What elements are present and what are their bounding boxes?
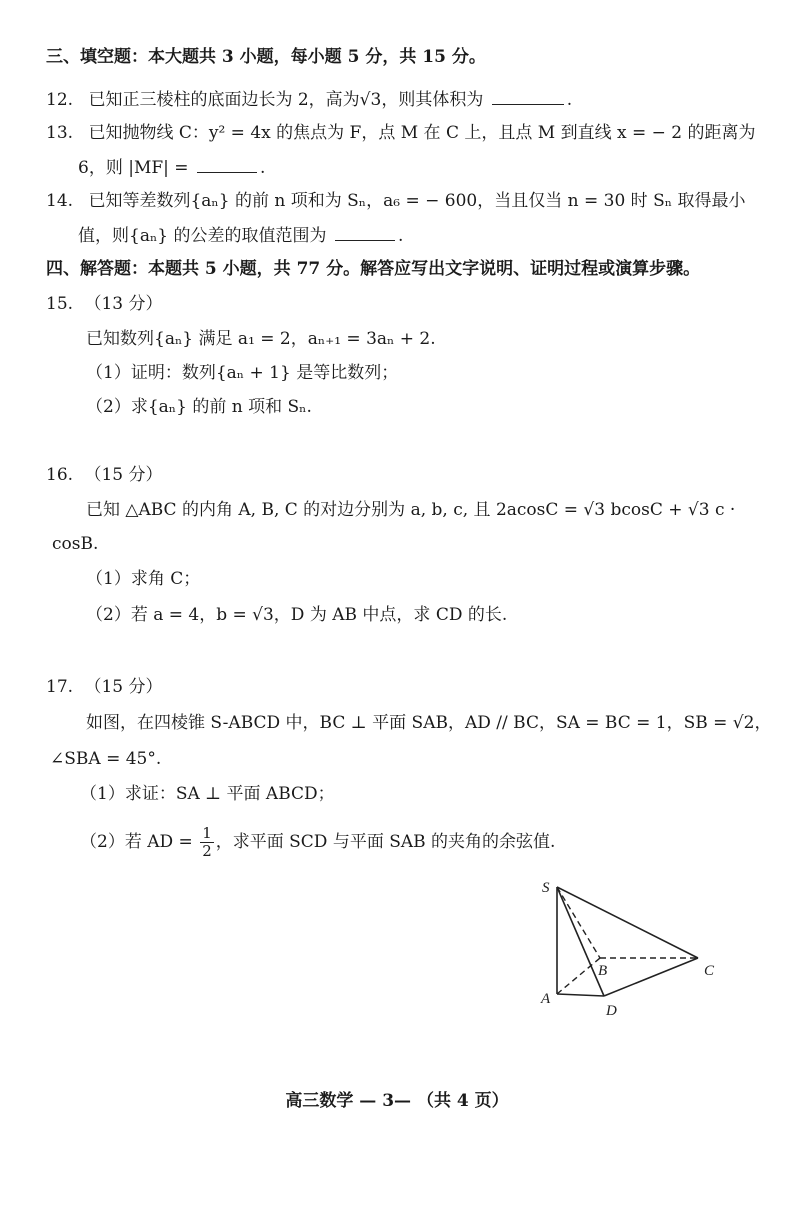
- question-16-stem-2: cosB.: [52, 534, 99, 554]
- fraction-numerator: 1: [202, 824, 212, 842]
- fraction-denominator: 2: [202, 842, 212, 860]
- question-17-number: 17.: [46, 677, 74, 697]
- fraction-one-half: [200, 825, 214, 860]
- question-14-end: .: [397, 226, 404, 246]
- question-14-text-1: 已知等差数列{aₙ} 的前 n 项和为 Sₙ，a₆ = − 600，当且仅当 n = 30 时 Sₙ 取得最小: [88, 191, 746, 211]
- edge-AD: [557, 994, 604, 996]
- section-3-heading: 三、填空题：本大题共 3 小题，每小题 5 分，共 15 分。: [46, 47, 486, 67]
- question-13-text-1: 已知抛物线 C：y² = 4x 的焦点为 F，点 M 在 C 上，且点 M 到直线 x = − 2 的距离为: [88, 123, 756, 143]
- question-16-header: [46, 464, 163, 486]
- page-footer: 高三数学 — 3— （共 4 页）: [285, 1091, 509, 1111]
- label-B: B: [598, 963, 608, 979]
- question-14-line-1: [46, 190, 745, 212]
- question-12-number: 12.: [46, 90, 74, 110]
- question-16-stem-1: 已知 △ABC 的内角 A, B, C 的对边分别为 a, b, c, 且 2acosC = √3 bcosC + √3 c ·: [86, 500, 736, 520]
- label-D: D: [606, 1003, 617, 1019]
- question-14-line-2: [78, 224, 403, 247]
- answer-blank-13: [197, 156, 257, 173]
- question-13-number: 13.: [46, 123, 74, 143]
- question-15-part-2: （2）求{aₙ} 的前 n 项和 Sₙ.: [86, 397, 312, 417]
- question-13-line-2: [78, 156, 265, 179]
- section-4-heading: 四、解答题：本题共 5 小题，共 77 分。解答应写出文字说明、证明过程或演算步骤。: [46, 259, 701, 279]
- question-14-text-2: 值，则{aₙ} 的公差的取值范围为: [78, 226, 327, 246]
- question-17-part-2-prefix: （2）若 AD =: [80, 832, 193, 852]
- question-13-text-2: 6，则 |MF| =: [78, 158, 189, 178]
- edge-SD: [557, 887, 604, 996]
- question-12-text: 已知正三棱柱的底面边长为 2，高为√3，则其体积为: [88, 90, 484, 110]
- question-16-score: （15 分）: [84, 465, 163, 485]
- question-16-number: 16.: [46, 465, 74, 485]
- question-12: [46, 88, 572, 111]
- question-14-number: 14.: [46, 191, 74, 211]
- label-A: A: [541, 991, 551, 1007]
- edge-AB-hidden: [557, 958, 600, 994]
- question-17-part-2-suffix: ，求平面 SCD 与平面 SAB 的夹角的余弦值.: [215, 832, 556, 852]
- answer-blank-14: [335, 224, 395, 241]
- question-15-stem: 已知数列{aₙ} 满足 a₁ = 2，aₙ₊₁ = 3aₙ + 2.: [86, 329, 436, 349]
- label-S: S: [542, 880, 550, 896]
- question-13-line-1: [46, 122, 756, 144]
- question-17-part-2: [80, 824, 555, 860]
- question-17-stem-2: ∠SBA = 45°.: [50, 749, 162, 769]
- question-17-stem-1: 如图，在四棱锥 S-ABCD 中，BC ⊥ 平面 SAB，AD // BC，SA = BC = 1，SB = √2，: [86, 713, 772, 733]
- question-15-score: （13 分）: [84, 294, 163, 314]
- question-17-score: （15 分）: [84, 677, 163, 697]
- edge-DC: [604, 958, 698, 996]
- question-12-end: .: [566, 90, 573, 110]
- question-16-part-1: （1）求角 C；: [86, 569, 201, 589]
- pyramid-figure: [532, 872, 732, 1022]
- question-16-part-2: （2）若 a = 4，b = √3，D 为 AB 中点，求 CD 的长.: [86, 605, 508, 625]
- question-15-number: 15.: [46, 294, 74, 314]
- question-17-part-1: （1）求证：SA ⊥ 平面 ABCD；: [80, 784, 335, 804]
- label-C: C: [704, 963, 715, 979]
- question-17-header: [46, 676, 163, 698]
- question-13-end: .: [259, 158, 266, 178]
- question-15-part-1: （1）证明：数列{aₙ + 1} 是等比数列；: [86, 363, 399, 383]
- question-15-header: [46, 293, 163, 315]
- answer-blank-12: [492, 88, 564, 105]
